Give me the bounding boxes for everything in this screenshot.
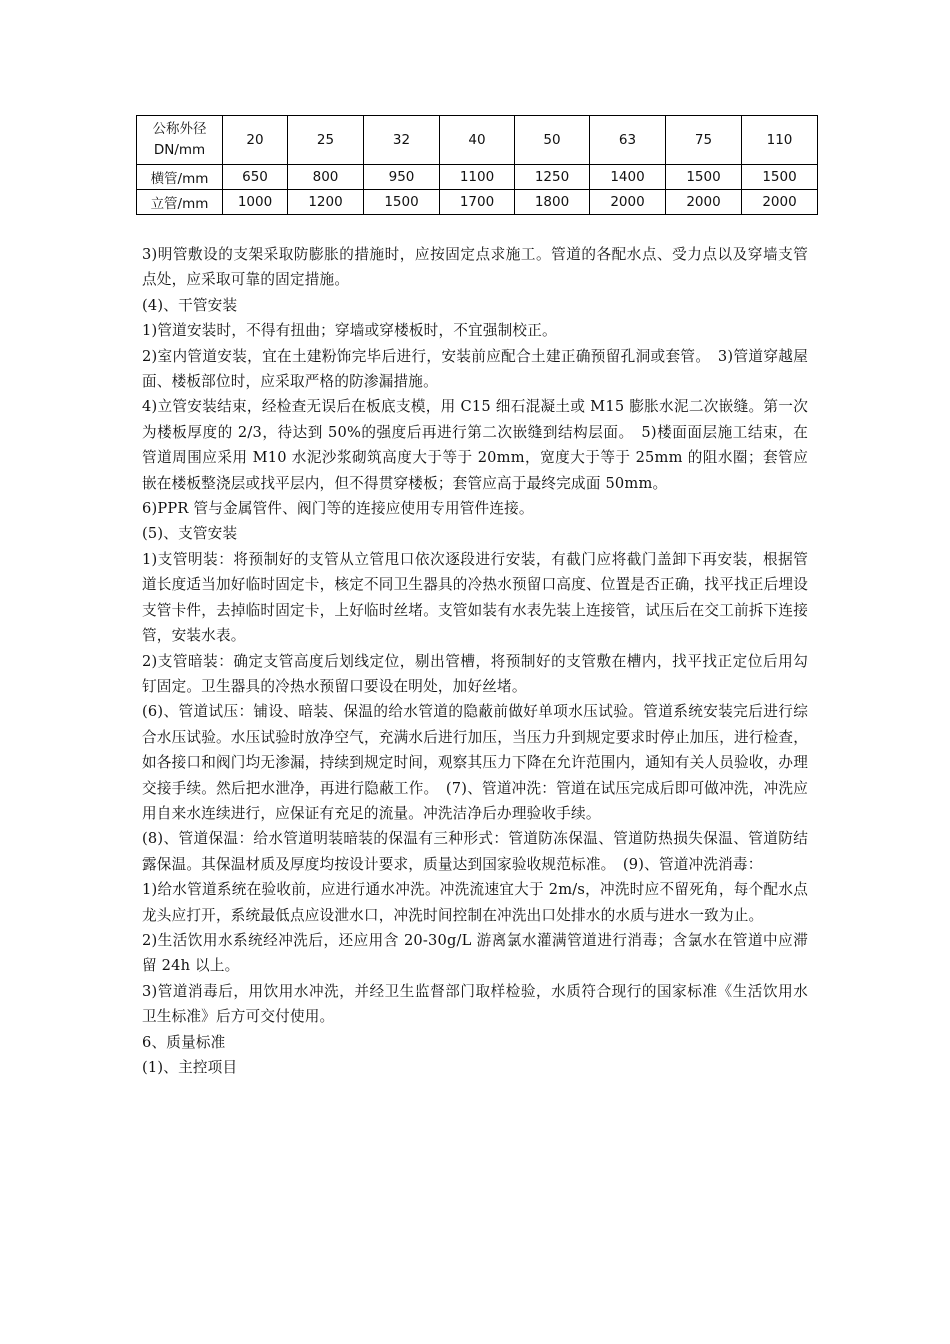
paragraph: 2)室内管道安装，宜在土建粉饰完毕后进行，安装前应配合土建正确预留孔洞或套管。 3)管道穿越屋面、楼板部位时，应采取严格的防渗漏措施。 <box>142 347 808 391</box>
paragraph: 2)生活饮用水系统经冲洗后，还应用含 20-30g/L 游离氯水灌满管道进行消毒；含氯水在管道中应滞留 24h 以上。 <box>142 931 808 975</box>
table-cell: 立管/mm <box>137 190 223 215</box>
table-cell: 20 <box>223 116 288 165</box>
table-cell: 950 <box>364 165 440 190</box>
paragraph: 3)明管敷设的支架采取防膨胀的措施时，应按固定点求施工。管道的各配水点、受力点以及穿墙支管点处，应采取可靠的固定措施。 <box>142 246 808 289</box>
paragraph: 1)支管明装：将预制好的支管从立管甩口依次逐段进行安装，有截门应将截门盖卸下再安装，根据管道长度适当加好临时固定卡，核定不同卫生器具的冷热水预留口高度、位置是否正确，找平找正后埋设支管卡件，去掉临时固定卡，上好临时丝堵。支管如装有水表先装上连接管，试压后在交工前拆下连接管，安装水表。 <box>142 550 808 645</box>
section-heading: (5)、支管安装 <box>142 525 238 543</box>
table-cell: 横管/mm <box>137 165 223 190</box>
table-cell: 1200 <box>288 190 364 215</box>
table-cell: 2000 <box>742 190 818 215</box>
paragraph: (8)、管道保温：给水管道明装暗装的保温有三种形式：管道防冻保温、管道防热损失保温、管道防结露保温。其保温材质及厚度均按设计要求，质量达到国家验收规范标准。 (9)、管道冲洗消毒： <box>142 830 808 873</box>
table-cell: 2000 <box>590 190 666 215</box>
table-cell: 2000 <box>666 190 742 215</box>
table-cell: 1500 <box>364 190 440 215</box>
table-row <box>137 190 818 215</box>
paragraph: (6)、管道试压：铺设、暗装、保温的给水管道的隐蔽前做好单项水压试验。管道系统安装完后进行综合水压试验。水压试验时放净空气，充满水后进行加压，当压力升到规定要求时停止加压，进行检查，如各接口和阀门均无渗漏，持续到规定时间，观察其压力下降在允许范围内，通知有关人员验收，办理交接手续。然后把水泄净，再进行隐蔽工作。 (7)、管道冲洗：管道在试压完成后即可做冲洗，冲洗应用自来水连续进行，应保证有充足的流量。冲洗洁净后办理验收手续。 <box>142 703 808 822</box>
paragraph: 6)PPR 管与金属管件、阀门等的连接应使用专用管件连接。 <box>142 500 534 518</box>
table-cell: 650 <box>223 165 288 190</box>
section-heading: (4)、干管安装 <box>142 296 238 314</box>
table-cell: 1700 <box>440 190 515 215</box>
table-cell: 1000 <box>223 190 288 215</box>
paragraph: 1)给水管道系统在验收前，应进行通水冲洗。冲洗流速宜大于 2m/s，冲洗时应不留死角，每个配水点龙头应打开，系统最低点应设泄水口，冲洗时间控制在冲洗出口处排水的水质与进水一致为止。 <box>142 881 808 924</box>
section-heading: 6、质量标准 <box>142 1033 226 1051</box>
table-cell: 75 <box>666 116 742 165</box>
table-cell: 800 <box>288 165 364 190</box>
table-header-row <box>137 116 818 165</box>
table-cell: 1500 <box>666 165 742 190</box>
table-cell: 63 <box>590 116 666 165</box>
table-cell: 1500 <box>742 165 818 190</box>
pipe-support-spacing-table <box>136 115 818 215</box>
table-cell: 32 <box>364 116 440 165</box>
body-text <box>142 242 808 1080</box>
paragraph: 1)管道安装时，不得有扭曲；穿墙或穿楼板时，不宜强制校正。 <box>142 322 557 340</box>
table-cell: 1400 <box>590 165 666 190</box>
paragraph: 4)立管安装结束，经检查无误后在板底支模，用 C15 细石混凝土或 M15 膨胀水泥二次嵌缝。第一次为楼板厚度的 2/3，待达到 50%的强度后再进行第二次嵌缝到结构层面。 5)楼面面层施工结束，在管道周围应采用 M10 水泥沙浆砌筑高度大于等于 20mm，宽度大于等于 25mm 的阻水圈；套管应嵌在楼板整浇层或找平层内，但不得贯穿楼板；套管应高于最终完成面 50mm。 <box>142 398 808 492</box>
table-cell: 110 <box>742 116 818 165</box>
table-cell: 1800 <box>515 190 590 215</box>
table-row <box>137 165 818 190</box>
table-cell: 50 <box>515 116 590 165</box>
paragraph: 3)管道消毒后，用饮用水冲洗，并经卫生监督部门取样检验，水质符合现行的国家标准《生活饮用水卫生标准》后方可交付使用。 <box>142 982 808 1026</box>
table-cell: 40 <box>440 116 515 165</box>
table-cell: 1100 <box>440 165 515 190</box>
table-cell: 公称外径 DN/mm <box>137 116 223 165</box>
table-cell: 25 <box>288 116 364 165</box>
section-heading: (1)、主控项目 <box>142 1059 238 1076</box>
table-cell: 1250 <box>515 165 590 190</box>
paragraph: 2)支管暗装：确定支管高度后划线定位，剔出管槽，将预制好的支管敷在槽内，找平找正定位后用勾钉固定。卫生器具的冷热水预留口要设在明处，加好丝堵。 <box>142 652 808 695</box>
